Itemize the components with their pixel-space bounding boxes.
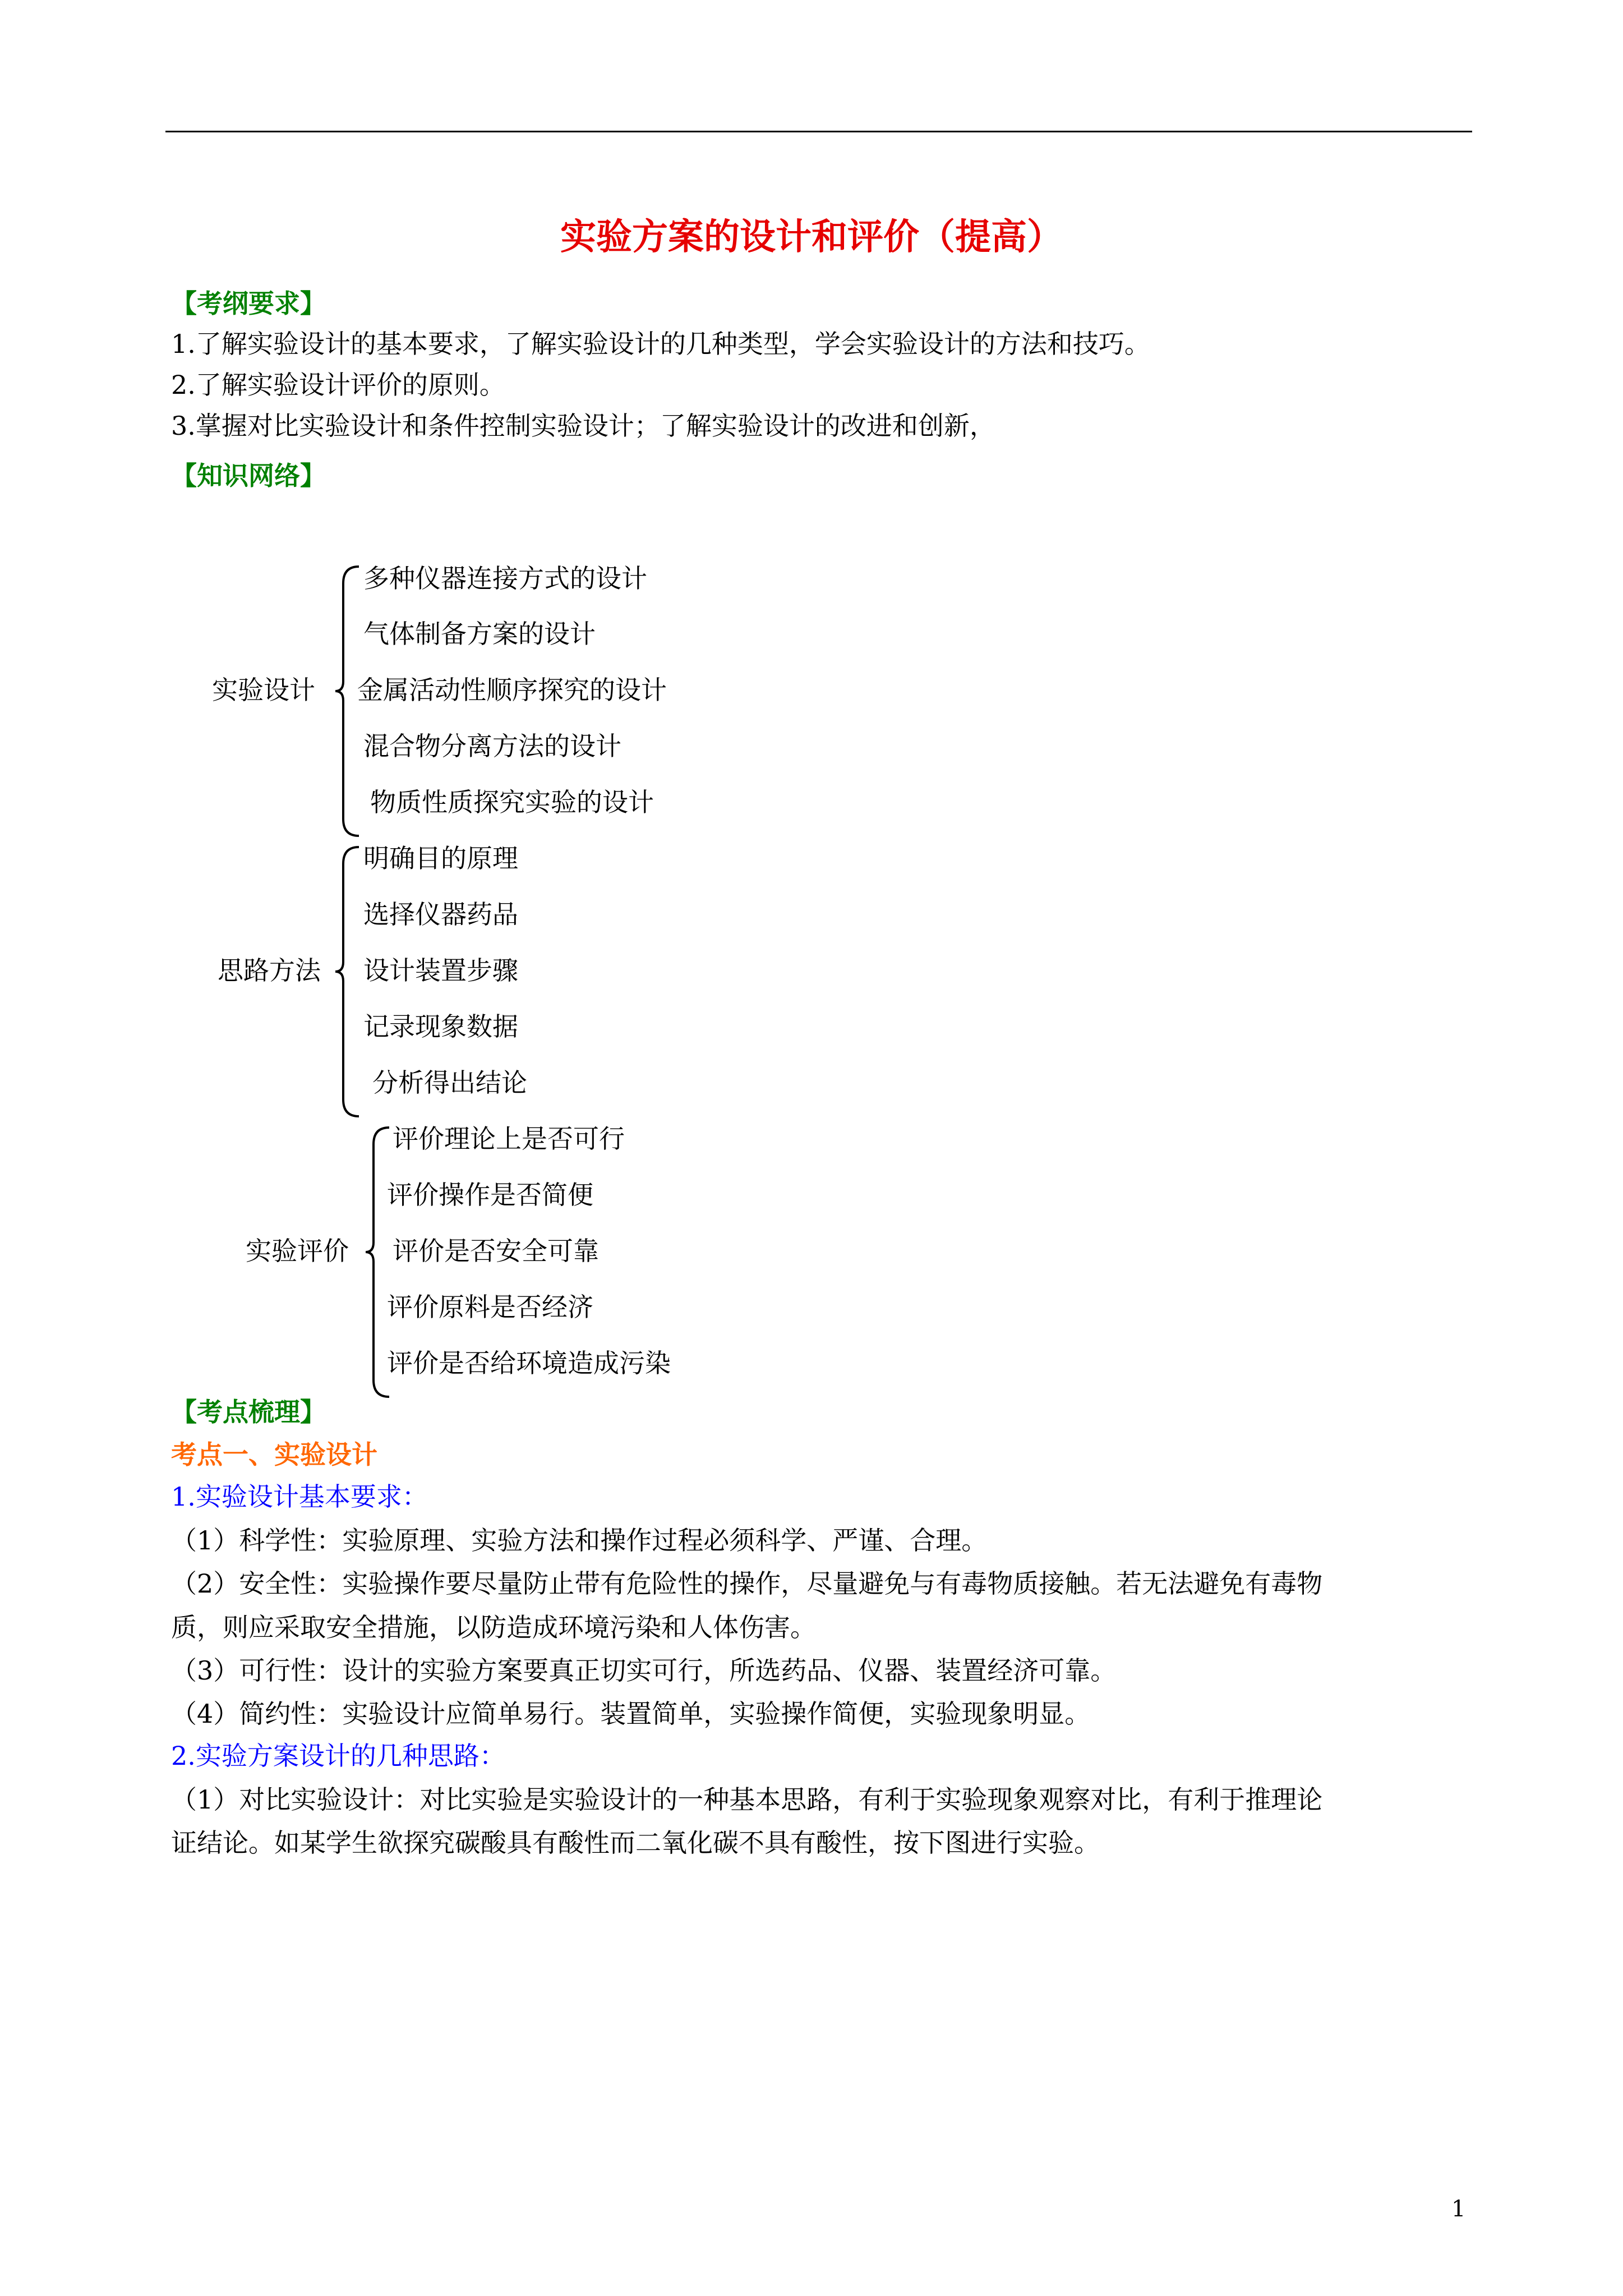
syllabus-heading: 【考纲要求】: [171, 288, 326, 319]
syllabus-item: 3.掌握对比实验设计和条件控制实验设计；了解实验设计的改进和创新，: [171, 411, 995, 441]
requirement-line: （2）安全性：实验操作要尽量防止带有危险性的操作，尽量避免与有毒物质接触。若无法避免有毒物: [171, 1568, 1323, 1599]
points-heading: 【考点梳理】: [171, 1397, 326, 1427]
network-heading: 【知识网络】: [171, 461, 326, 491]
tree-label-design: 实验设计: [212, 675, 315, 705]
point1-subheading: 2.实验方案设计的几种思路：: [171, 1741, 505, 1771]
tree-item: 分析得出结论: [372, 1068, 527, 1098]
tree-item: 多种仪器连接方式的设计: [363, 563, 647, 593]
tree-item: 评价是否安全可靠: [393, 1236, 599, 1266]
tree-item: 评价操作是否简便: [387, 1180, 593, 1210]
tree-item: 评价理论上是否可行: [393, 1124, 625, 1154]
syllabus-item: 2.了解实验设计评价的原则。: [171, 370, 505, 400]
requirement-line: 质，则应采取安全措施，以防造成环境污染和人体伤害。: [171, 1612, 816, 1642]
point1-heading: 考点一、实验设计: [171, 1439, 377, 1470]
header-rule: [165, 131, 1472, 132]
tree-item: 选择仪器药品: [363, 899, 518, 930]
requirement-line: （3）可行性：设计的实验方案要真正切实可行，所选药品、仪器、装置经济可靠。: [171, 1655, 1117, 1686]
tree-item: 混合物分离方法的设计: [363, 731, 621, 761]
tree-label-evaluation: 实验评价: [246, 1236, 349, 1266]
idea-line: （1）对比实验设计：对比实验是实验设计的一种基本思路，有利于实验现象观察对比，有利于推理论: [171, 1784, 1323, 1815]
tree-item: 气体制备方案的设计: [363, 619, 596, 649]
page-number: 1: [1451, 2196, 1466, 2222]
page-title: 实验方案的设计和评价（提高）: [560, 216, 1063, 258]
tree-item: 评价是否给环境造成污染: [387, 1348, 671, 1378]
tree-item: 设计装置步骤: [363, 955, 518, 986]
tree-label-method: 思路方法: [218, 955, 321, 986]
brace-method: [332, 841, 366, 1122]
syllabus-item: 1.了解实验设计的基本要求，了解实验设计的几种类型，学会实验设计的方法和技巧。: [171, 329, 1150, 359]
tree-item: 评价原料是否经济: [387, 1292, 593, 1322]
requirement-line: （1）科学性：实验原理、实验方法和操作过程必须科学、严谨、合理。: [171, 1525, 988, 1556]
tree-item: 物质性质探究实验的设计: [370, 787, 654, 817]
requirement-line: （4）简约性：实验设计应简单易行。装置简单，实验操作简便，实验现象明显。: [171, 1699, 1091, 1729]
tree-item: 金属活动性顺序探究的设计: [357, 675, 667, 705]
tree-item: 明确目的原理: [363, 843, 518, 873]
point1-subheading: 1.实验设计基本要求：: [171, 1481, 428, 1512]
idea-line: 证结论。如某学生欲探究碳酸具有酸性而二氧化碳不具有酸性，按下图进行实验。: [171, 1828, 1100, 1858]
tree-item: 记录现象数据: [363, 1011, 518, 1042]
